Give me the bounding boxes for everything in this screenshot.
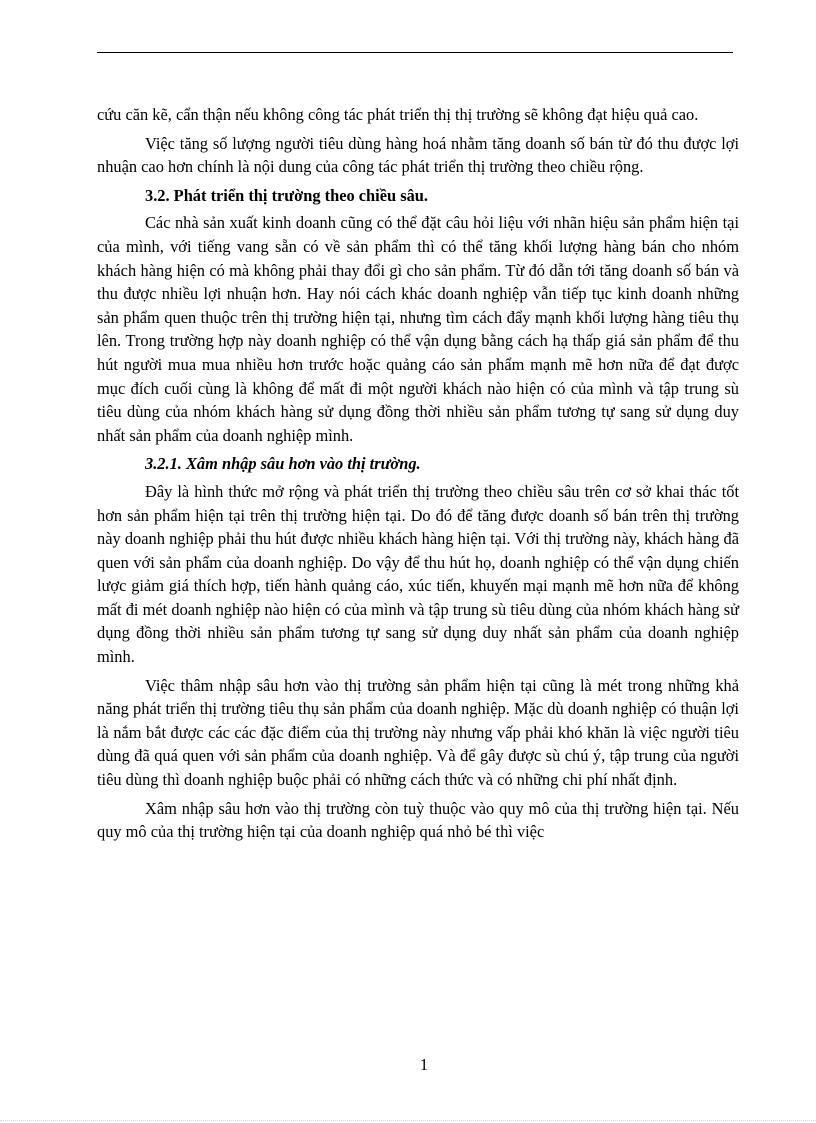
paragraph: Việc tăng số lượng người tiêu dùng hàng hoá nhằm tăng doanh số bán từ đó thu được lợi nhuận cao hơn chính là nội dung của công tác phát triển thị trường theo chiều rộng. (97, 133, 739, 177)
section-heading: 3.2. Phát triển thị trường theo chiều sâu. (145, 185, 428, 205)
paragraph-continuation: cứu căn kẽ, cẩn thận nếu không công tác phát triển thị thị trường sẽ không đạt hiệu quả cao. (97, 105, 699, 124)
page-number: 1 (419, 1055, 429, 1074)
paragraph: Đây là hình thức mở rộng và phát triển thị trường theo chiều sâu trên cơ sở khai thác tốt hơn sản phẩm hiện tại trên thị trường hiện tại. Do đó để tăng được doanh số bán trên thị trường này doanh nghiệp phải thu hút được nhiều khách hàng hiện tại. Với thị trường này, khách hàng đã quen với sản phẩm của doanh nghiệp. Do vậy để thu hút họ, doanh nghiệp có thể vận dụng chiến lược giảm giá thích hợp, tiến hành quảng cáo, xúc tiến, khuyến mại mạnh mẽ hơn nữa để không mất đi mét doanh nghiệp nào hiện có của mình và tập trung sù tiêu dùng của nhóm khách hàng sử dụng đồng thời nhiều sản phẩm tương tự sang sử dụng duy nhất sản phẩm của doanh nghiệp mình. (97, 481, 739, 667)
document-body (97, 103, 739, 849)
paragraph: Việc thâm nhập sâu hơn vào thị trường sản phẩm hiện tại cũng là mét trong những khả năng phát triển thị trường tiêu thụ sản phẩm của doanh nghiệp. Mặc dù doanh nghiệp có thuận lợi là nắm bắt được các các đặc điểm của thị trường này nhưng vấp phải khó khăn là việc người tiêu dùng đã quá quen với sản phẩm của doanh nghiệp. Và để gây được sù chú ý, tập trung của người tiêu dùng thì doanh nghiệp buộc phải có những cách thức và có những chi phí nhất định. (97, 675, 739, 790)
subsection-heading: 3.2.1. Xâm nhập sâu hơn vào thị trường. (145, 454, 421, 474)
header-rule (97, 52, 733, 53)
footer-rule (0, 1120, 816, 1121)
paragraph: Các nhà sản xuất kinh doanh cũng có thể đặt câu hỏi liệu với nhãn hiệu sản phẩm hiện tại của mình, với tiếng vang sẵn có về sản phẩm thì có thể tăng khối lượng hàng bán cho nhóm khách hàng hiện có mà không phải thay đổi gì cho sản phẩm. Từ đó dẫn tới tăng doanh số bán và thu được nhiều lợi nhuận hơn. Hay nói cách khác doanh nghiệp vẫn tiếp tục kinh doanh những sản phẩm quen thuộc trên thị trường hiện tại, nhưng tìm cách đẩy mạnh khối lượng hàng tiêu thụ lên. Trong trường hợp này doanh nghiệp có thể vận dụng bằng cách hạ thấp giá sản phẩm để thu hút người mua mua nhiều hơn trước hoặc quảng cáo sản phẩm mạnh mẽ hơn nữa để đạt được mục đích cuối cùng là không để mất đi một người khách nào hiện có của mình và tập trung sù tiêu dùng của nhóm khách hàng sử dụng đồng thời nhiều sản phẩm tương tự sang sử dụng duy nhất sản phẩm của doanh nghiệp mình. (97, 213, 739, 445)
paragraph: Xâm nhập sâu hơn vào thị trường còn tuỳ thuộc vào quy mô của thị trường hiện tại. Nếu quy mô của thị trường hiện tại của doanh nghiệp quá nhỏ bé thì việc (97, 798, 739, 842)
